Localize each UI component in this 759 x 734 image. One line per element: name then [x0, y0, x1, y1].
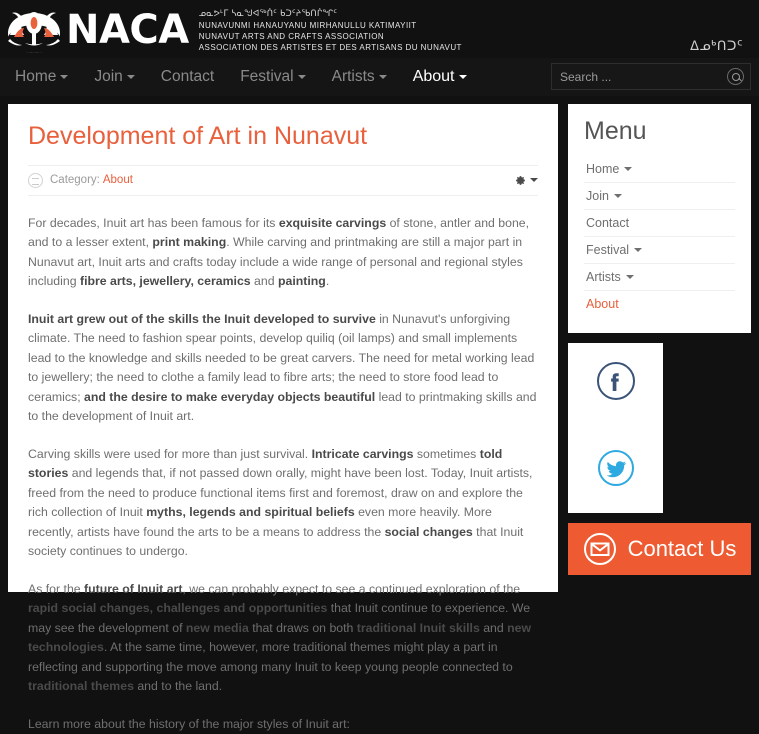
sidebar-item-label: Home [586, 161, 620, 176]
article-text: For decades, Inuit art has been famous for its [28, 215, 279, 230]
article-text-bold: print making [152, 235, 227, 250]
article-column [8, 104, 558, 731]
sidebar-item-about[interactable] [584, 291, 735, 317]
article-text: of stone, antler and bone, and to a lesser extent, [28, 215, 530, 250]
article-text-bold: told stories [28, 446, 503, 481]
chevron-down-icon [614, 194, 622, 198]
nav-item-label: Join [94, 68, 123, 85]
article-text: lead to printmaking skills and to the development of Inuit art. [28, 389, 537, 424]
twitter-icon[interactable] [596, 448, 636, 493]
article-text-bold: traditional Inuit skills [356, 620, 480, 635]
article-text: Carving skills were used for more than just survival. [28, 446, 312, 461]
article-paragraph [28, 715, 538, 734]
article-text: and [250, 274, 278, 289]
nav-item-label: Festival [240, 68, 294, 85]
article-body [28, 214, 538, 734]
brand-wordmark[interactable]: NACA [66, 7, 189, 53]
nav-item-list [0, 58, 480, 96]
article-text-bold: traditional themes [28, 679, 134, 694]
article-meta [28, 165, 538, 196]
gear-icon [515, 175, 526, 186]
nav-item-home[interactable] [2, 58, 81, 96]
language-toggle-inuktitut[interactable]: ᐃᓄᒃᑎᑐᑦ [690, 39, 743, 54]
article-text-bold: Intricate carvings [311, 446, 414, 461]
menu-module-title: Menu [584, 117, 647, 145]
article-text-bold: new media [185, 620, 249, 635]
article-text-bold: fibre arts, jewellery, ceramics [79, 274, 251, 289]
envelope-icon [583, 532, 617, 566]
article-text: . At the same time, however, more traditional themes might play a part in reflecting and supporting the move among many Inuit to keep young people connected to [28, 640, 513, 674]
article-paragraph [28, 445, 538, 562]
nav-item-label: Home [15, 68, 57, 85]
nav-item-label: About [412, 68, 455, 85]
article-options-menu[interactable] [515, 175, 538, 186]
sidebar-item-festival[interactable] [584, 237, 735, 264]
nav-item-join[interactable] [81, 58, 147, 96]
chevron-down-icon [624, 167, 632, 171]
article-text: and legends that, if not passed down orally, might have been lost. Today, Inuit artists, freed from the need to produce functional items first and foremost, draw on and explore the rich collection of Inuit [28, 466, 533, 520]
chevron-down-icon [60, 75, 68, 79]
chevron-down-icon [626, 275, 634, 279]
article-text-bold: and the desire to make everyday objects beautiful [84, 389, 376, 404]
page-body [0, 96, 759, 731]
article-text-bold: rapid social changes, challenges and opportunities [28, 601, 328, 616]
site-header [0, 0, 759, 58]
nav-item-about[interactable] [400, 58, 480, 96]
naca-inuit-motif-logo[interactable] [4, 3, 64, 55]
sidebar-item-join[interactable] [584, 183, 735, 210]
category-label: Category: [50, 174, 100, 187]
article-text: . While carving and printmaking are still a major part in Nunavut art, Inuit arts and crafts today include a wide range of personal and regional styles including [28, 235, 523, 289]
article-text: , we can probably expect to see a continued exploration of the [182, 581, 521, 596]
chevron-down-icon [459, 75, 467, 79]
nav-item-festival[interactable] [227, 58, 318, 96]
nav-item-label: Contact [160, 68, 215, 85]
sidebar-item-label: Join [586, 188, 609, 203]
sidebar-item-label: Festival [586, 242, 630, 257]
contact-us-button[interactable] [568, 523, 751, 575]
sidebar-item-label: Artists [586, 269, 621, 284]
article-text-bold: new technologies [28, 620, 532, 655]
contact-us-label: Contact Us [627, 535, 737, 561]
facebook-icon[interactable] [596, 361, 636, 406]
category-folder-icon [28, 173, 43, 188]
article-text: sometimes [413, 446, 480, 461]
brand-french: ASSOCIATION DES ARTISTES ET DES ARTISANS DU NUNAVUT [198, 43, 462, 52]
main-navigation [0, 58, 759, 96]
magnifier-icon[interactable] [727, 68, 744, 85]
brand-taglines [199, 9, 462, 53]
menu-module [568, 104, 751, 333]
article-text: that draws on both [248, 620, 357, 635]
article-paragraph [28, 580, 538, 697]
brand-inuinnaqtun: NUNAVUNMI HANAUYANU MIRHANULLU KATIMAYIIT [198, 21, 417, 30]
chevron-down-icon [127, 75, 135, 79]
search-input[interactable] [558, 69, 727, 85]
article-text: As for the [28, 581, 85, 596]
article-text: and [479, 620, 508, 635]
brand-syllabics: ᓄᓇᕗᒻᒥ ᓴᓇᖑᐊᖅᑏᑦ ᑲᑐᑦᔨᖃᑎᒌᖏᑦ [198, 9, 338, 19]
article-text: and to the land. [133, 679, 223, 694]
nav-item-label: Artists [331, 68, 375, 85]
article-text-bold: myths, legends and spiritual beliefs [146, 505, 355, 520]
article-text: that Inuit continue to experience. We may see the development of [28, 601, 531, 635]
nav-item-artists[interactable] [319, 58, 400, 96]
article-text-bold: Inuit art grew out of the skills the Inuit developed to survive [28, 311, 376, 326]
article-text: even more heavily. More recently, artists have found the arts to be a means to address the [28, 505, 492, 539]
article-paragraph [28, 214, 538, 292]
article-text-bold: social changes [384, 524, 473, 539]
sidebar-item-label: Contact [586, 215, 630, 230]
article-text: . [325, 274, 330, 289]
article-text: in Nunavut's unforgiving climate. The need to fashion spear points, develop quiliq (oil lamps) and small implements lead to the knowledge and skills needed to be great carvers. The need for metal working lead to jewellery; the need to clothe a family lead to fibre arts; the need to store food lead to ceramics; [28, 311, 535, 404]
sidebar-menu-list [584, 156, 735, 317]
search-box[interactable] [551, 63, 751, 90]
article-text-bold: painting [278, 274, 326, 289]
social-links-module [568, 343, 663, 513]
sidebar-item-home[interactable] [584, 156, 735, 183]
chevron-down-icon [634, 248, 642, 252]
sidebar-item-artists[interactable] [584, 264, 735, 291]
nav-item-contact[interactable] [148, 58, 227, 96]
article-text: that Inuit society continues to undergo. [28, 524, 524, 559]
page-title: Development of Art in Nunavut [28, 122, 368, 150]
article-text: Learn more about the history of the major styles of Inuit art: [28, 716, 350, 731]
chevron-down-icon [379, 75, 387, 79]
chevron-down-icon [530, 178, 538, 182]
sidebar-item-label: About [586, 296, 619, 311]
brand-english: NUNAVUT ARTS AND CRAFTS ASSOCIATION [198, 32, 385, 41]
article-text-bold: future of Inuit art [84, 581, 183, 596]
sidebar-column [568, 104, 751, 592]
sidebar-item-contact[interactable] [584, 210, 735, 237]
article-paragraph [28, 310, 538, 427]
chevron-down-icon [298, 75, 306, 79]
category-link[interactable]: About [102, 174, 133, 187]
article-text-bold: exquisite carvings [278, 215, 387, 230]
